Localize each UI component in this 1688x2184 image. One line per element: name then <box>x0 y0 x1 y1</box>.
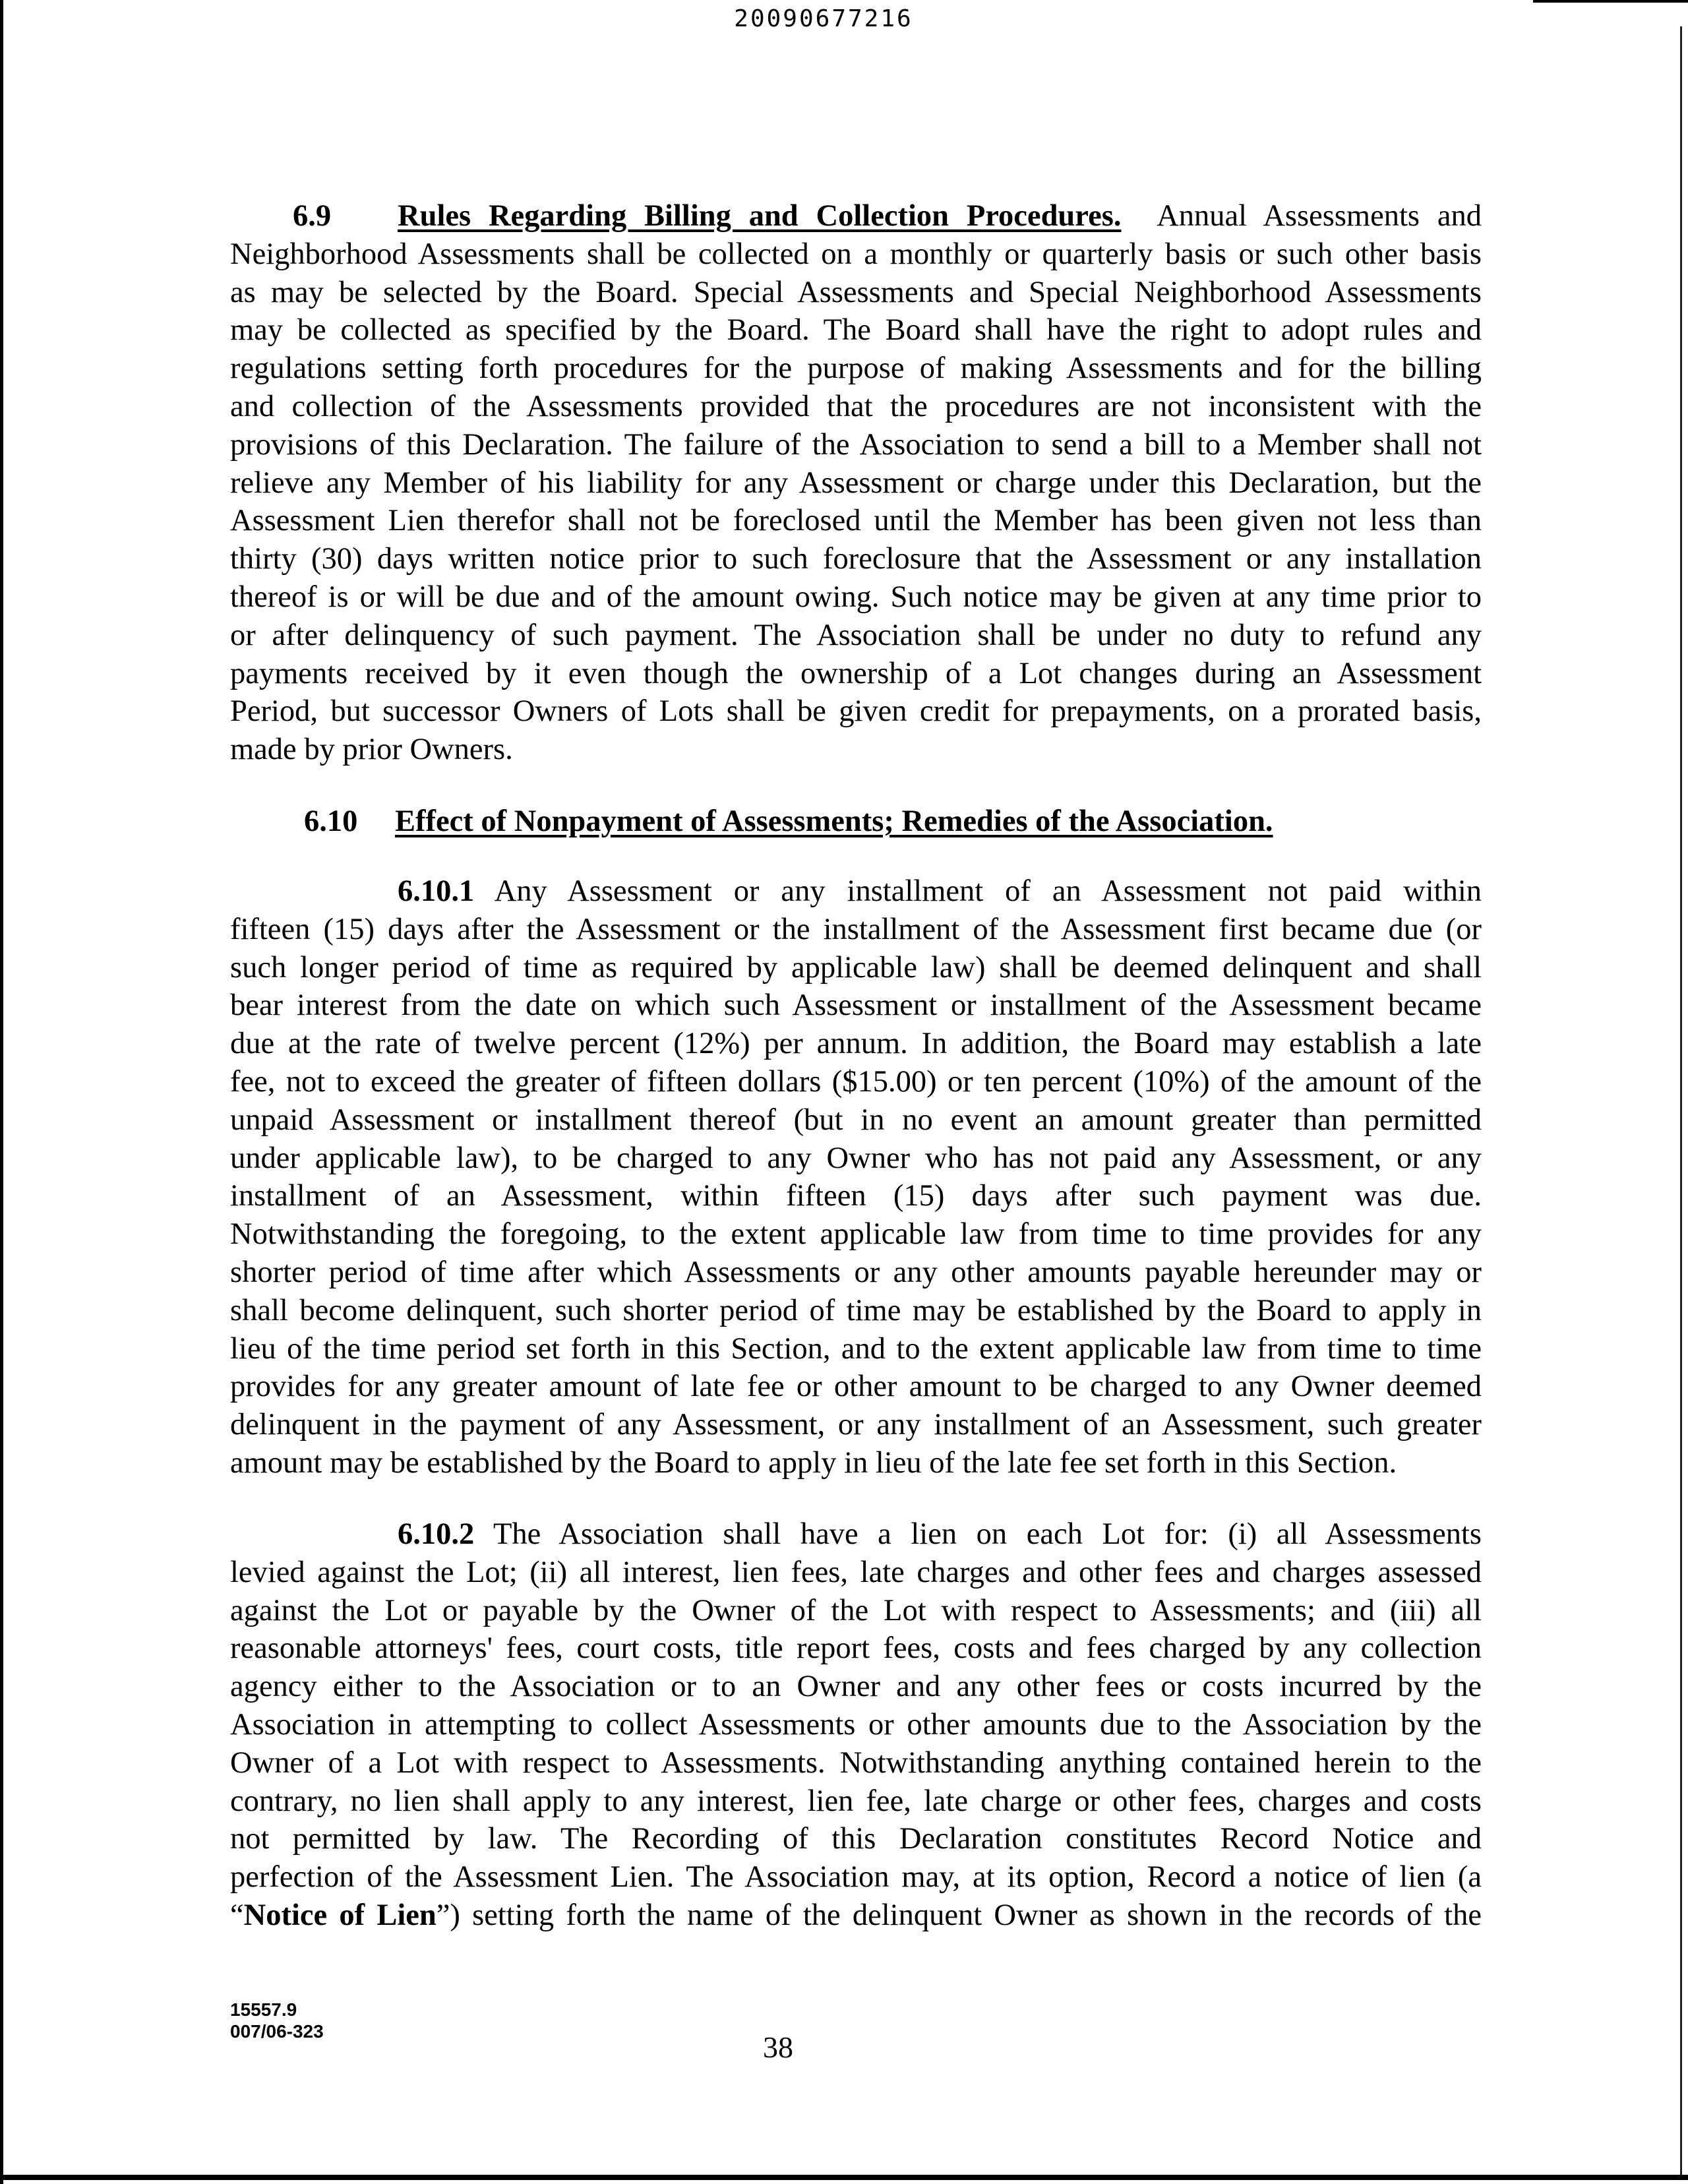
text-line: amount may be established by the Board to apply in lieu of the late fee set forth in this Section. <box>230 1445 1397 1480</box>
text-line: against the Lot or payable by the Owner of the Lot with respect to Assessments; and (iii) all <box>230 1593 1482 1627</box>
text-line: may be collected as specified by the Board. The Board shall have the right to adopt rules and <box>230 313 1482 348</box>
text-line: The Association shall have a lien on each Lot for: (i) all Assessments <box>474 1517 1482 1551</box>
section-title: Rules Regarding Billing and Collection Procedures. <box>398 199 1122 233</box>
footer-code-2: 007/06-323 <box>230 2021 324 2042</box>
text-line: Notwithstanding the foregoing, to the extent applicable law from time to time provides for any <box>230 1217 1482 1252</box>
text-line: fee, not to exceed the greater of fifteen dollars ($15.00) or ten percent (10%) of the amount of the <box>230 1064 1482 1099</box>
section-6-10-2 <box>230 1515 1482 1935</box>
section-6-10-2-last-line <box>230 1896 1482 1935</box>
text-line: shorter period of time after which Assessments or any other amounts payable hereunder may or <box>230 1255 1482 1289</box>
defined-term: Notice of Lien <box>243 1898 437 1932</box>
text-line: not permitted by law. The Recording of this Declaration constitutes Record Notice and <box>230 1822 1482 1856</box>
text-line: relieve any Member of his liability for any Assessment or charge under this Declaration, but the <box>230 466 1482 500</box>
section-number: 6.9 <box>293 199 332 233</box>
text-line: as may be selected by the Board. Special Assessments and Special Neighborhood Assessments <box>230 275 1482 309</box>
footer-code-1: 15557.9 <box>230 1999 297 2020</box>
text-line: or after delinquency of such payment. The Association shall be under no duty to refund any <box>230 618 1482 652</box>
text-line: Annual Assessments and <box>1157 199 1482 233</box>
text-line: levied against the Lot; (ii) all interest, lien fees, late charges and other fees and charges assessed <box>230 1555 1482 1589</box>
section-title: Effect of Nonpayment of Assessments; Remedies of the Association. <box>395 804 1273 838</box>
section-6-9-first-line <box>230 197 1482 235</box>
text-line: shall become delinquent, such shorter period of time may be established by the Board to apply in <box>230 1293 1482 1327</box>
text-line: ”) setting forth the name of the delinquent Owner as shown in the records of the <box>436 1898 1482 1932</box>
text-line: reasonable attorneys' fees, court costs, title report fees, costs and fees charged by any collection <box>230 1631 1482 1666</box>
text-line: Assessment Lien therefor shall not be foreclosed until the Member has been given not less than <box>230 504 1482 538</box>
scan-border-left <box>0 0 3 2184</box>
text-line: Association in attempting to collect Assessments or other amounts due to the Association by the <box>230 1707 1482 1742</box>
text-line: under applicable law), to be charged to any Owner who has not paid any Assessment, or any <box>230 1141 1482 1175</box>
text-line: lieu of the time period set forth in this Section, and to the extent applicable law from time to time <box>230 1331 1482 1366</box>
document-number: 20090677216 <box>734 5 913 32</box>
text-line: fifteen (15) days after the Assessment or the installment of the Assessment first became due (or <box>230 912 1482 946</box>
text-line: thereof is or will be due and of the amount owing. Such notice may be given at any time prior to <box>230 580 1482 614</box>
section-6-9 <box>230 197 1482 769</box>
section-6-10-1-first-line <box>230 872 1482 911</box>
text-line: payments received by it even though the ownership of a Lot changes during an Assessment <box>230 656 1482 690</box>
text-line: Neighborhood Assessments shall be collected on a monthly or quarterly basis or such other basis <box>230 237 1482 271</box>
scan-border-bottom <box>0 2175 1688 2180</box>
text-line: installment of an Assessment, within fifteen (15) days after such payment was due. <box>230 1179 1482 1213</box>
text-line: unpaid Assessment or installment thereof (but in no event an amount greater than permitted <box>230 1103 1482 1137</box>
open-quote: “ <box>230 1898 244 1932</box>
text-line: provides for any greater amount of late fee or other amount to be charged to any Owner deemed <box>230 1370 1482 1404</box>
section-6-10-2-first-line <box>230 1515 1482 1554</box>
text-line: Period, but successor Owners of Lots shall be given credit for prepayments, on a prorated basis, <box>230 694 1482 729</box>
section-number: 6.10.1 <box>398 874 475 908</box>
text-line: delinquent in the payment of any Assessment, or any installment of an Assessment, such greater <box>230 1408 1482 1442</box>
text-line: such longer period of time as required by applicable law) shall be deemed delinquent and shall <box>230 950 1482 985</box>
scan-border-right <box>1680 26 1682 2176</box>
section-6-10-heading <box>230 803 1482 841</box>
text-line: Any Assessment or any installment of an Assessment not paid within <box>474 874 1482 908</box>
scan-mark-top-right <box>1533 0 1688 3</box>
text-line: thirty (30) days written notice prior to such foreclosure that the Assessment or any installation <box>230 542 1482 576</box>
section-number: 6.10 <box>304 804 358 838</box>
text-line: and collection of the Assessments provided that the procedures are not inconsistent with the <box>230 389 1482 423</box>
text-line: perfection of the Assessment Lien. The Association may, at its option, Record a notice of lien (a <box>230 1860 1482 1895</box>
section-6-10-1 <box>230 872 1482 1482</box>
text-line: agency either to the Association or to an Owner and any other fees or costs incurred by the <box>230 1670 1482 1704</box>
text-line: contrary, no lien shall apply to any interest, lien fee, late charge or other fees, charges and costs <box>230 1784 1482 1818</box>
text-line: made by prior Owners. <box>230 733 513 767</box>
section-number: 6.10.2 <box>398 1517 475 1551</box>
text-line: bear interest from the date on which such Assessment or installment of the Assessment became <box>230 988 1482 1023</box>
text-line: regulations setting forth procedures for the purpose of making Assessments and for the billing <box>230 351 1482 386</box>
text-line: provisions of this Declaration. The failure of the Association to send a bill to a Member shall not <box>230 427 1482 462</box>
page-number: 38 <box>763 2030 793 2064</box>
text-line: Owner of a Lot with respect to Assessments. Notwithstanding anything contained herein to the <box>230 1745 1482 1780</box>
text-line: due at the rate of twelve percent (12%) per annum. In addition, the Board may establish a late <box>230 1027 1482 1061</box>
